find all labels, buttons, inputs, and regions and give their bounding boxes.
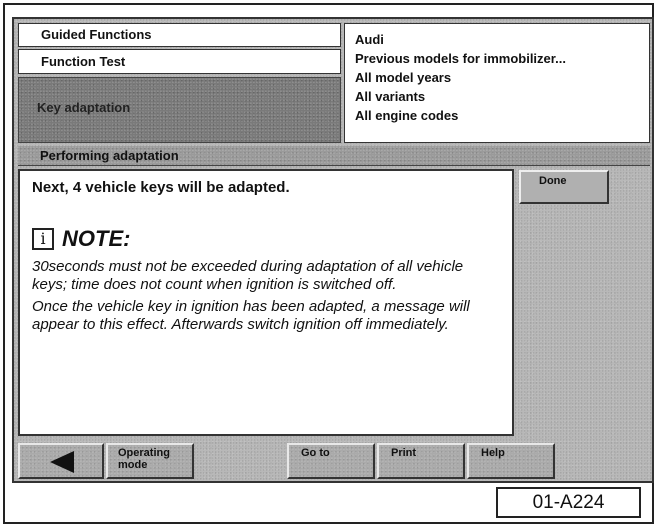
vehicle-variants: All variants [355, 89, 426, 104]
note-paragraph: Once the vehicle key in ignition has been adapted, a message will appear to this effect. Afterwards switch ignition off immediately. [32, 298, 470, 333]
menu-function-test[interactable]: Function Test [18, 49, 341, 74]
go-to-button[interactable]: Go to [287, 443, 375, 479]
menu-key-adaptation[interactable]: Key adaptation [18, 77, 341, 143]
print-button[interactable]: Print [377, 443, 465, 479]
vehicle-years: All model years [355, 70, 452, 85]
vehicle-engine-codes: All engine codes [355, 108, 459, 123]
info-icon: i [32, 228, 54, 250]
instruction-headline: Next, 4 vehicle keys will be adapted. [32, 179, 290, 196]
instruction-panel [18, 169, 514, 436]
tester-screen [12, 17, 654, 483]
note-title: NOTE: [62, 226, 131, 251]
vehicle-model: Previous models for immobilizer... [355, 51, 566, 66]
operating-mode-label-line1: Operating [118, 447, 170, 459]
operating-mode-button[interactable] [106, 443, 194, 479]
operating-mode-label-line2: mode [118, 459, 148, 471]
vehicle-info-panel [344, 23, 650, 143]
status-bar: Performing adaptation [18, 146, 650, 166]
menu-guided-functions[interactable]: Guided Functions [18, 23, 341, 47]
note-body [32, 258, 502, 334]
note-paragraph: 30seconds must not be exceeded during adaptation of all vehicle keys; time does not count when ignition is switched off. [32, 258, 464, 293]
done-button[interactable]: Done [519, 170, 609, 204]
help-button[interactable]: Help [467, 443, 555, 479]
back-arrow-icon [48, 450, 76, 474]
figure-id-label: 01-A224 [496, 487, 641, 518]
vehicle-make: Audi [355, 32, 384, 47]
back-button[interactable] [18, 443, 104, 479]
note-header [32, 226, 512, 252]
